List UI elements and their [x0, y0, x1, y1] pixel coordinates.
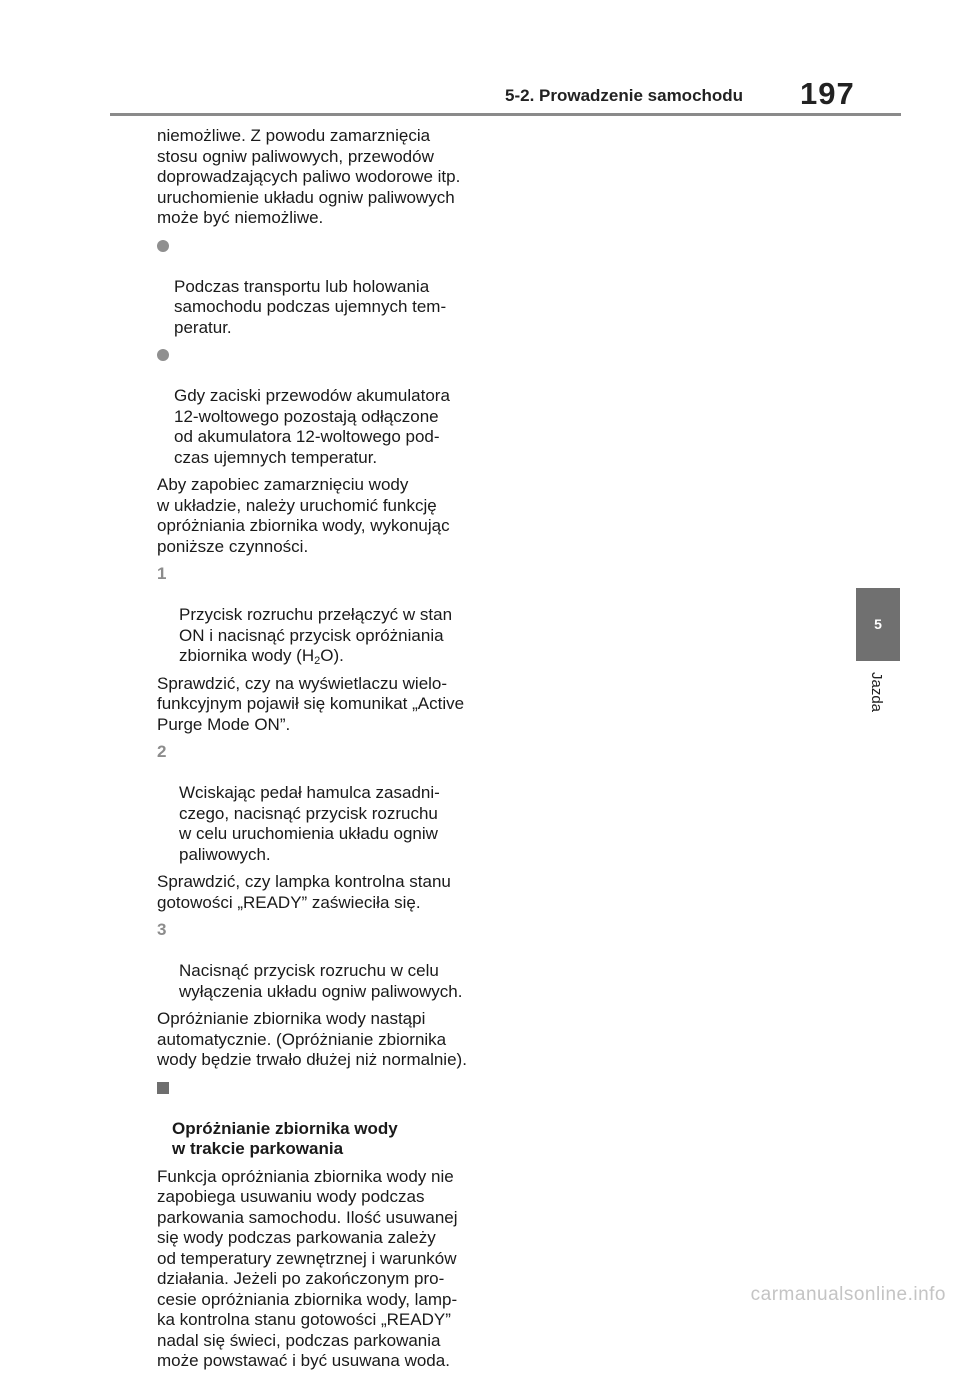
bullet-dot-icon	[157, 349, 169, 361]
step-number: 2	[157, 742, 167, 761]
auto-paragraph: Opróżnianie zbiornika wody nastąpi automatycznie. (Opróżnianie zbiornika wody będzie trwało dłużej niż normalnie).	[157, 1009, 467, 1069]
list-item	[157, 236, 487, 339]
section-title: 5-2. Prowadzenie samochodu	[505, 86, 744, 105]
prevent-paragraph: Aby zapobiec zamarznięciu wody w układzie, należy uruchomić funkcję opróżniania zbiornika wody, wykonując poniższe czynności.	[157, 475, 450, 556]
subheading-text: Opróżnianie zbiornika wody w trakcie parkowania	[172, 1118, 398, 1158]
step-2	[157, 742, 487, 865]
list-item	[157, 345, 487, 468]
subscript: 2	[314, 655, 321, 667]
step-text: Wciskając pedał hamulca zasadni- czego, nacisnąć przycisk rozruchu w celu uruchomienia układu ogniw paliwowych.	[179, 783, 440, 864]
watermark: carmanualsonline.info	[750, 1284, 946, 1305]
list-item-text: Podczas transportu lub holowania samochodu podczas ujemnych tem- peratur.	[174, 276, 447, 337]
step-text: Nacisnąć przycisk rozruchu w celu wyłączenia układu ogniw paliwowych.	[179, 961, 463, 1001]
step-text: Przycisk rozruchu przełączyć w stan ON i nacisnąć przycisk opróżniania zbiornika wody (H	[179, 605, 453, 665]
bullet-dot-icon	[157, 240, 169, 252]
check-paragraph: Sprawdzić, czy na wyświetlaczu wielo- funkcyjnym pojawił się komunikat „Active Purge Mode ON”.	[157, 673, 465, 734]
intro-paragraph: niemożliwe. Z powodu zamarznięcia stosu ogniw paliwowych, przewodów doprowadzających paliwo wodorowe itp. uruchomienie układu ogniw paliwowych może być niemożliwe.	[157, 126, 461, 227]
step-number: 1	[157, 564, 167, 583]
square-bullet-icon	[157, 1082, 169, 1094]
check-paragraph: Sprawdzić, czy lampka kontrolna stanu gotowości „READY” zaświeciła się.	[157, 872, 451, 912]
step-1	[157, 564, 487, 667]
subheading	[157, 1078, 487, 1160]
main-content	[157, 126, 487, 1379]
step-text-end: O).	[320, 646, 344, 665]
chapter-label: Jazda	[868, 672, 885, 713]
parking-paragraph: Funkcja opróżniania zbiornika wody nie zapobiega usuwaniu wody podczas parkowania samochodu. Ilość usuwanej się wody podczas parkowania zależy od temperatury zewnętrznej i warunków działania. Jeżeli po zakończonym pro- cesie opróżniania zbiornika wody, lamp- ka kontrolna stanu gotowości „READY” nadal się świeci, podczas parkowania może powstawać i być usuwana woda.	[157, 1166, 458, 1370]
list-item-text: Gdy zaciski przewodów akumulatora 12-woltowego pozostają odłączone od akumulatora 12-woltowego pod- czas ujemnych temperatur.	[174, 386, 450, 467]
header-divider	[110, 113, 901, 116]
page-number: 197	[800, 76, 855, 111]
step-number: 3	[157, 920, 167, 939]
step-3	[157, 920, 487, 1002]
chapter-tab[interactable]: 5	[856, 588, 900, 661]
